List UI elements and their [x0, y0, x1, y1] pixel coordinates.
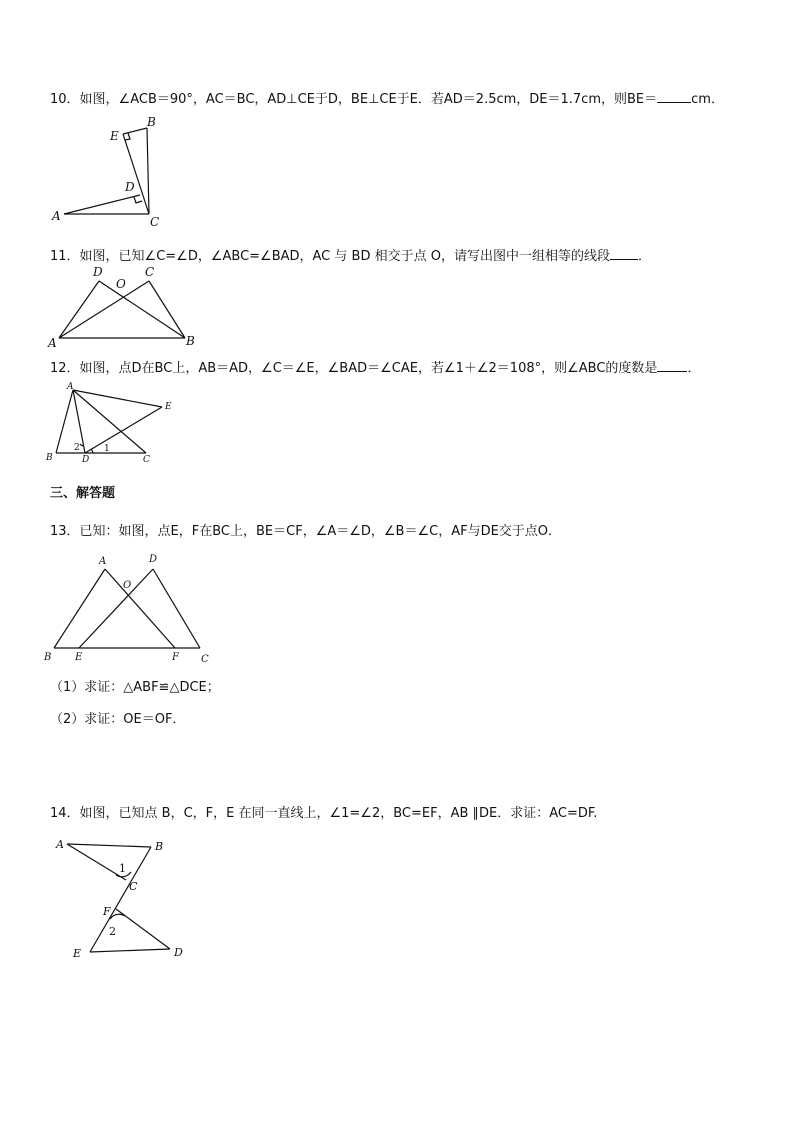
q10-stem: 10．如图，∠ACB＝90°，AC＝BC，AD⊥CE于D，BE⊥CE于E．若AD＝2.5cm，DE＝1.7cm，则BE＝	[50, 92, 658, 107]
q14-segment-ab	[67, 844, 151, 847]
q10-label-d: D	[125, 180, 135, 194]
q14-segment-ed	[90, 949, 170, 952]
q11-segment-ac	[59, 281, 149, 338]
q12-label-angle-1: 1	[104, 444, 110, 454]
q13-part1: （1）求证：△ABF≌△DCE；	[50, 680, 220, 695]
q12-stem: 12．如图，点D在BC上，AB＝AD，∠C＝∠E，∠BAD＝∠CAE，若∠1＋∠2＝108°，则∠ABC的度数是	[50, 361, 658, 376]
q10-segment-ad	[64, 195, 140, 214]
q10-segment-bc	[147, 128, 149, 214]
q10-text	[50, 88, 724, 109]
q11-label-a: A	[48, 336, 57, 350]
q14-label-angle-2: 2	[109, 925, 116, 938]
q11-text	[50, 245, 651, 266]
q11-label-c: C	[145, 265, 155, 279]
q13-label-f: F	[172, 652, 179, 663]
q10-figure	[48, 112, 178, 232]
q13-label-a: A	[99, 556, 107, 567]
q11-answer-blank[interactable]	[610, 245, 638, 260]
q14-text: 14．如图，已知点 B，C，F，E 在同一直线上，∠1=∠2，BC=EF，AB ∥DE．求证：AC=DF.	[50, 806, 598, 821]
q10-label-e: E	[110, 129, 119, 143]
q12-label-b: B	[46, 453, 53, 463]
q11-label-d: D	[93, 265, 103, 279]
q14-label-d: D	[174, 946, 183, 959]
q12-answer-blank[interactable]	[657, 357, 687, 372]
q12-label-angle-2: 2	[74, 443, 80, 453]
q13-label-c: C	[201, 654, 209, 665]
q12-label-e: E	[165, 402, 172, 412]
q12-label-c: C	[143, 455, 150, 465]
q12-segment-ae	[73, 390, 162, 407]
q10-label-a: A	[52, 209, 61, 223]
q12-angle-arc-1	[91, 449, 93, 453]
q13-label-b: B	[44, 652, 52, 663]
q14-label-f: F	[103, 905, 111, 918]
q10-unit: cm．	[691, 92, 724, 107]
q12-label-d: D	[82, 455, 90, 465]
q10-right-angle-e	[125, 133, 130, 140]
q12-angle-arc-2	[80, 444, 83, 446]
q14-figure	[52, 834, 202, 964]
q12-segment-ab	[56, 390, 73, 453]
q11-segment-cb	[149, 281, 185, 338]
q11-label-b: B	[186, 334, 195, 348]
q12-end: ．	[687, 361, 701, 376]
q10-right-angle-d	[134, 197, 142, 203]
q13-label-d: D	[149, 554, 158, 565]
q11-label-o: O	[116, 277, 126, 291]
q14-angle-arc-2	[110, 914, 125, 919]
q11-end: ．	[637, 249, 651, 264]
q12-label-a: A	[67, 382, 74, 392]
q12-text	[50, 357, 700, 378]
q13-segment-dc	[153, 569, 200, 648]
q10-segment-eb	[123, 128, 147, 134]
q13-label-o: O	[123, 580, 132, 591]
q12-figure	[46, 380, 186, 466]
q10-label-c: C	[150, 215, 160, 229]
q11-segment-db	[99, 281, 185, 338]
q14-label-angle-1: 1	[119, 862, 126, 875]
q11-figure	[48, 265, 208, 350]
q14-segment-ac	[67, 844, 126, 880]
q14-label-e: E	[73, 947, 82, 960]
q11-segment-ad	[59, 281, 99, 338]
q14-label-b: B	[155, 840, 164, 853]
q13-label-e: E	[75, 652, 83, 663]
q14-label-a: A	[56, 838, 64, 851]
q11-stem: 11．如图，已知∠C=∠D，∠ABC=∠BAD，AC 与 BD 相交于点 O，请写出图中一组相等的线段	[50, 249, 610, 264]
section-heading: 三、解答题	[50, 486, 116, 501]
q10-answer-blank[interactable]	[657, 88, 691, 103]
q13-part2: （2）求证：OE＝OF．	[50, 712, 186, 727]
q14-label-c: C	[129, 880, 138, 893]
q12-segment-de	[85, 407, 162, 453]
q13-figure	[44, 548, 219, 668]
q13-segment-ab	[54, 569, 105, 648]
q13-text: 13．已知：如图，点E，F在BC上，BE＝CF，∠A＝∠D，∠B＝∠C，AF与DE交于点O．	[50, 524, 562, 539]
q10-label-b: B	[147, 115, 156, 129]
